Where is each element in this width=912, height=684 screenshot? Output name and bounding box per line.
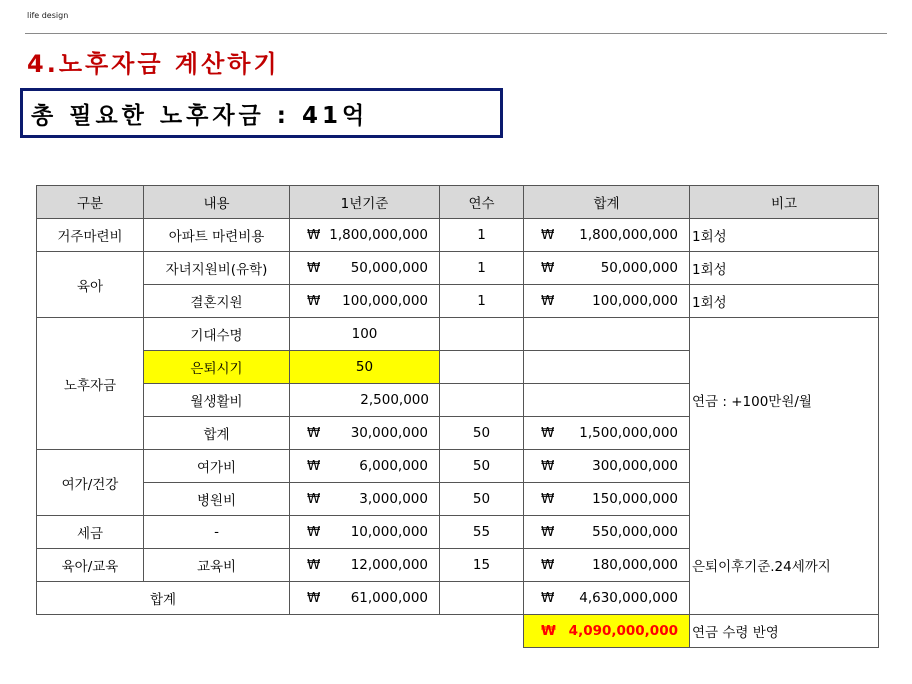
years-cell: 50 [440, 483, 524, 516]
note-cell [690, 516, 879, 549]
note-cell [690, 450, 879, 483]
currency-symbol: ₩ [541, 491, 555, 507]
annual-cell [290, 549, 440, 582]
annual-cell [290, 516, 440, 549]
years-cell [440, 384, 524, 417]
currency-symbol: ₩ [307, 260, 321, 276]
item-cell: 아파트 마련비용 [144, 219, 290, 252]
total-cell [524, 252, 690, 285]
category-cell: 여가/건강 [37, 450, 144, 516]
total-cell [524, 318, 690, 351]
annual-cell [290, 285, 440, 318]
years-cell: 50 [440, 450, 524, 483]
table-row [37, 351, 879, 384]
currency-symbol: ₩ [541, 557, 555, 573]
category-cell: 거주마련비 [37, 219, 144, 252]
note-cell [690, 483, 879, 516]
item-cell: 은퇴시기 [144, 351, 290, 384]
currency-symbol: ₩ [307, 425, 321, 441]
total-cell [524, 450, 690, 483]
item-cell: 결혼지원 [144, 285, 290, 318]
note-cell: 연금 : +100만원/월 [690, 384, 879, 417]
annual-value: 100,000,000 [342, 293, 428, 309]
annual-value: 10,000,000 [350, 524, 428, 540]
table-row [37, 483, 879, 516]
currency-symbol: ₩ [541, 458, 555, 474]
note-cell [690, 318, 879, 351]
currency-symbol: ₩ [307, 590, 321, 606]
years-cell: 55 [440, 516, 524, 549]
annual-value: 50,000,000 [350, 260, 428, 276]
total-cell [524, 516, 690, 549]
currency-symbol: ₩ [307, 557, 321, 573]
item-cell: 자녀지원비(유학) [144, 252, 290, 285]
table-row [37, 384, 879, 417]
empty-cell [290, 615, 440, 648]
category-cell: 육아/교육 [37, 549, 144, 582]
total-cell [524, 417, 690, 450]
total-value: 50,000,000 [600, 260, 678, 276]
table-row [37, 516, 879, 549]
pension-adjusted-total-cell [524, 615, 690, 648]
annual-value: 3,000,000 [359, 491, 428, 507]
note-cell: 연금 수령 반영 [690, 615, 879, 648]
empty-cell [144, 615, 290, 648]
note-cell: 은퇴이후기준.24세까지 [690, 549, 879, 582]
category-cell: 육아 [37, 252, 144, 318]
col-header-annual: 1년기준 [290, 186, 440, 219]
total-value: 300,000,000 [592, 458, 678, 474]
note-cell [690, 351, 879, 384]
table-row [37, 219, 879, 252]
col-header-total: 합계 [524, 186, 690, 219]
empty-cell [440, 615, 524, 648]
annual-cell: 2,500,000 [290, 384, 440, 417]
note-cell [690, 582, 879, 615]
total-value: 4,630,000,000 [579, 590, 678, 606]
retirement-fund-table [36, 185, 879, 648]
currency-symbol: ₩ [541, 293, 555, 309]
category-cell: 세금 [37, 516, 144, 549]
currency-symbol: ₩ [307, 458, 321, 474]
years-cell: 50 [440, 417, 524, 450]
currency-symbol: ₩ [307, 524, 321, 540]
table-header-row [37, 186, 879, 219]
years-cell: 1 [440, 219, 524, 252]
annual-cell: 100 [290, 318, 440, 351]
annual-cell [290, 252, 440, 285]
item-cell: 병원비 [144, 483, 290, 516]
annual-cell [290, 483, 440, 516]
item-cell: - [144, 516, 290, 549]
total-retirement-fund-box: 총 필요한 노후자금 : 41억 [20, 88, 503, 138]
col-header-years: 연수 [440, 186, 524, 219]
table-row [37, 582, 879, 615]
empty-cell [37, 615, 144, 648]
col-header-category: 구분 [37, 186, 144, 219]
table-row [37, 252, 879, 285]
currency-symbol: ₩ [541, 590, 555, 606]
currency-symbol: ₩ [541, 425, 555, 441]
annual-value: 12,000,000 [350, 557, 428, 573]
annual-value: 1,800,000,000 [329, 227, 428, 243]
total-cell [524, 384, 690, 417]
grand-total-label: 합계 [37, 582, 290, 615]
annual-cell [290, 417, 440, 450]
item-cell: 월생활비 [144, 384, 290, 417]
pension-adjusted-total: 4,090,000,000 [568, 623, 678, 639]
currency-symbol: ₩ [541, 260, 555, 276]
total-cell [524, 351, 690, 384]
table-row [37, 318, 879, 351]
table-row [37, 417, 879, 450]
col-header-note: 비고 [690, 186, 879, 219]
currency-symbol: ₩ [541, 623, 556, 639]
table-row [37, 549, 879, 582]
total-cell [524, 219, 690, 252]
item-cell: 기대수명 [144, 318, 290, 351]
note-cell: 1회성 [690, 252, 879, 285]
total-value: 150,000,000 [592, 491, 678, 507]
years-cell [440, 582, 524, 615]
years-cell [440, 351, 524, 384]
total-value: 1,500,000,000 [579, 425, 678, 441]
annual-value: 61,000,000 [350, 590, 428, 606]
total-value: 550,000,000 [592, 524, 678, 540]
annual-value: 6,000,000 [359, 458, 428, 474]
total-cell [524, 483, 690, 516]
note-cell [690, 417, 879, 450]
annual-cell [290, 219, 440, 252]
currency-symbol: ₩ [307, 293, 321, 309]
page-title: 4.노후자금 계산하기 [27, 50, 280, 78]
years-cell [440, 318, 524, 351]
item-cell: 합계 [144, 417, 290, 450]
annual-cell [290, 450, 440, 483]
item-cell: 여가비 [144, 450, 290, 483]
note-cell: 1회성 [690, 285, 879, 318]
brand-label: life design [27, 11, 69, 20]
table-row [37, 285, 879, 318]
total-cell [524, 549, 690, 582]
item-cell: 교육비 [144, 549, 290, 582]
total-cell [524, 582, 690, 615]
annual-cell: 50 [290, 351, 440, 384]
years-cell: 1 [440, 285, 524, 318]
col-header-item: 내용 [144, 186, 290, 219]
years-cell: 1 [440, 252, 524, 285]
currency-symbol: ₩ [541, 524, 555, 540]
currency-symbol: ₩ [307, 491, 321, 507]
annual-cell [290, 582, 440, 615]
header-divider [25, 33, 887, 34]
currency-symbol: ₩ [541, 227, 555, 243]
table-row [37, 450, 879, 483]
category-cell: 노후자금 [37, 318, 144, 450]
note-cell: 1회성 [690, 219, 879, 252]
total-value: 100,000,000 [592, 293, 678, 309]
total-cell [524, 285, 690, 318]
total-value: 180,000,000 [592, 557, 678, 573]
annual-value: 30,000,000 [350, 425, 428, 441]
total-value: 1,800,000,000 [579, 227, 678, 243]
table-row [37, 615, 879, 648]
years-cell: 15 [440, 549, 524, 582]
currency-symbol: ₩ [307, 227, 321, 243]
